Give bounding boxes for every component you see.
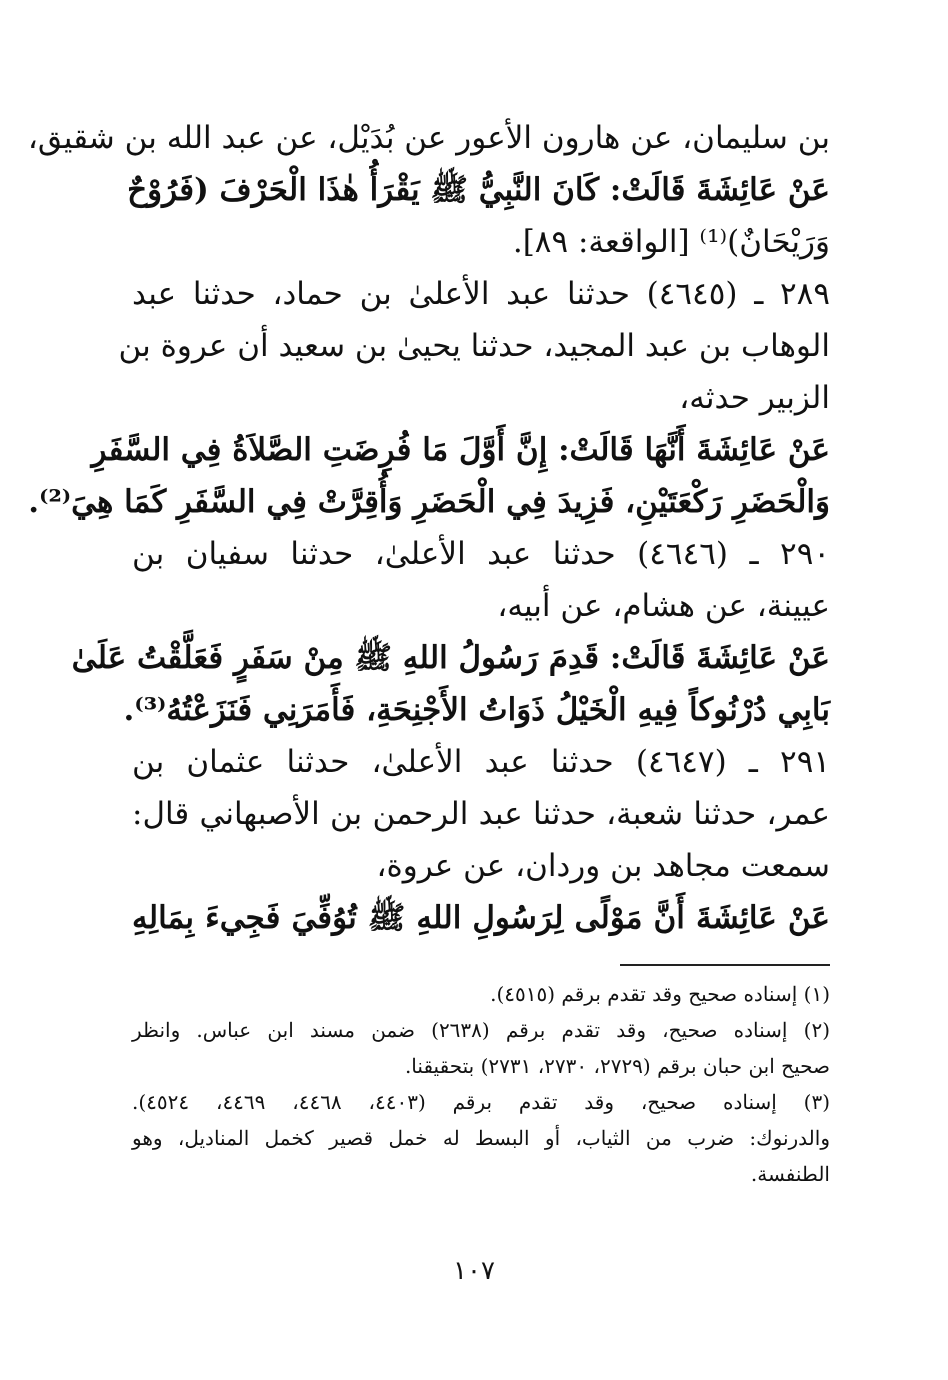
footnote-3-line-3: الطنفسة. bbox=[750, 1162, 830, 1186]
body-line-14: عمر، حدثنا شعبة، حدثنا عبد الرحمن بن الأصبهاني قال: bbox=[132, 796, 830, 832]
body-line-13: ٢٩١ ـ (٤٦٤٧) حدثنا عبد الأعلىٰ، حدثنا عثمان بن bbox=[132, 744, 830, 780]
body-line-7: عَنْ عَائِشَةَ أَنَّهَا قَالَتْ: إِنَّ أَوَّلَ مَا فُرِضَتِ الصَّلاَةُ فِي السَّفَرِ bbox=[91, 432, 830, 468]
body-line-3: وَرَيْحَانٌ)⁽¹⁾ [الواقعة: ٨٩]. bbox=[512, 224, 830, 260]
body-line-11: عَنْ عَائِشَةَ قَالَتْ: قَدِمَ رَسُولُ اللهِ ﷺ مِنْ سَفَرٍ فَعَلَّقْتُ عَلَىٰ bbox=[71, 640, 830, 676]
body-line-5: الوهاب بن عبد المجيد، حدثنا يحيىٰ بن سعيد أن عروة بن bbox=[118, 328, 830, 364]
footnote-2-line-2: صحيح ابن حبان برقم (٢٧٢٩، ٢٧٣٠، ٢٧٣١) بتحقيقنا. bbox=[404, 1054, 830, 1078]
body-line-10: عيينة، عن هشام، عن أبيه، bbox=[497, 588, 830, 624]
footnote-3-line-2: والدرنوك: ضرب من الثياب، أو البسط له خمل قصير كخمل المناديل، وهو bbox=[132, 1126, 830, 1150]
footnotes bbox=[132, 976, 830, 1192]
body-line-2: عَنْ عَائِشَةَ قَالَتْ: كَانَ النَّبِيُّ ﷺ يَقْرَأُ هٰذَا الْحَرْفَ (فَرُوْحٌ bbox=[127, 172, 830, 208]
body-line-16: عَنْ عَائِشَةَ أَنَّ مَوْلًى لِرَسُولِ اللهِ ﷺ تُوُفِّيَ فَجِيءَ بِمَالِهِ bbox=[132, 900, 830, 936]
body-line-4: ٢٨٩ ـ (٤٦٤٥) حدثنا عبد الأعلىٰ بن حماد، حدثنا عبد bbox=[132, 276, 830, 312]
body-line-9: ٢٩٠ ـ (٤٦٤٦) حدثنا عبد الأعلىٰ، حدثنا سفيان بن bbox=[132, 536, 830, 572]
page-number: ١٠٧ bbox=[453, 1256, 495, 1286]
body-line-8: وَالْحَضَرِ رَكْعَتَيْنِ، فَزِيدَ فِي الْحَضَرِ وَأُقِرَّتْ فِي السَّفَرِ كَمَا هِيَ⁽²⁾. bbox=[28, 484, 830, 520]
body-line-15: سمعت مجاهد بن وردان، عن عروة، bbox=[376, 848, 830, 884]
footnote-2-line-1: (٢) إسناده صحيح، وقد تقدم برقم (٢٦٣٨) ضمن مسند ابن عباس. وانظر bbox=[132, 1018, 830, 1042]
body-text bbox=[27, 112, 830, 944]
body-line-12: بَابِي دُرْنُوكاً فِيهِ الْخَيْلُ ذَوَاتُ الأَجْنِحَةِ، فَأَمَرَنِي فَنَزَعْتُهُ⁽³⁾. bbox=[123, 692, 830, 728]
body-line-6: الزبير حدثه، bbox=[679, 380, 830, 416]
footnote-1: (١) إسناده صحيح وقد تقدم برقم (٤٥١٥). bbox=[490, 982, 830, 1006]
body-line-1: بن سليمان، عن هارون الأعور عن بُدَيْل، عن عبد الله بن شقيق، bbox=[27, 120, 830, 156]
footnote-3-line-1: (٣) إسناده صحيح، وقد تقدم برقم (٤٤٠٣، ٤٤٦٨، ٤٤٦٩، ٤٥٢٤). bbox=[132, 1090, 831, 1114]
footnote-divider bbox=[620, 964, 830, 966]
